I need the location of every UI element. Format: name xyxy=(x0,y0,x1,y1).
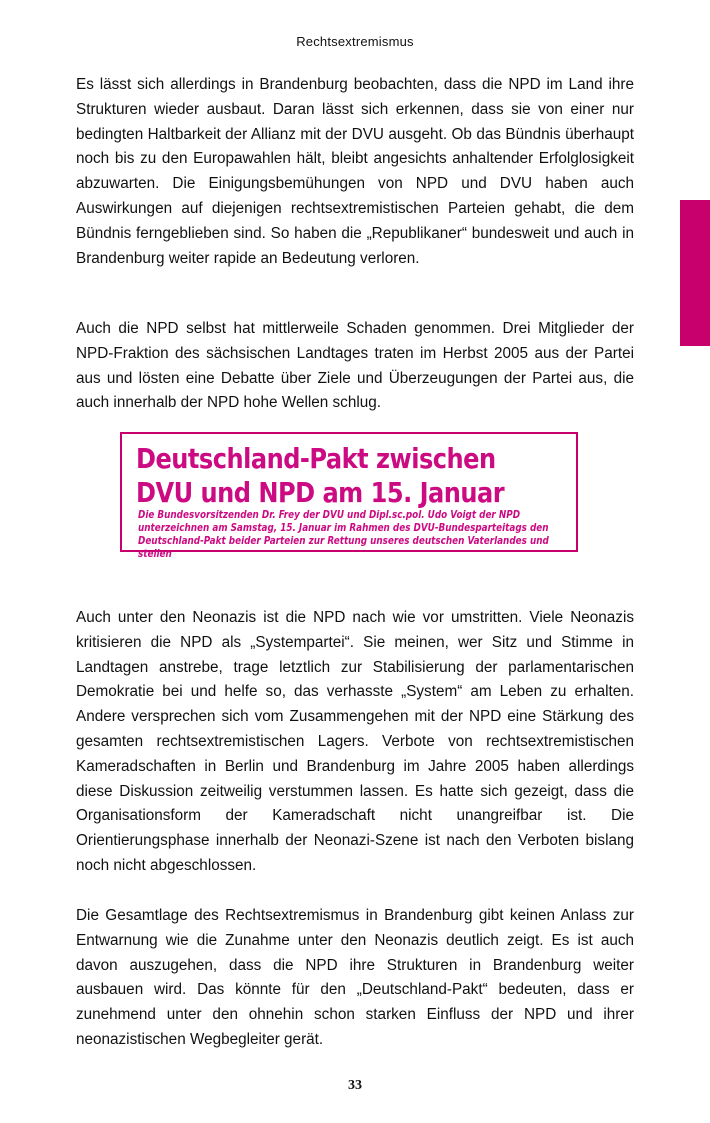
paragraph-overall-situation: Die Gesamtlage des Rechtsextremismus in Brandenburg gibt keinen Anlass zur Entwarnung wie die Zunahme unter den Neonazis deutlich zeigt. Es ist auch davon auszugehen, dass die NPD ihre Strukturen in Brandenburg weiter ausbauen wird. Das könnte für den „Deutschland-Pakt“ bedeuten, dass er zunehmend unter den ohnehin schon starken Einfluss der NPD und ihrer neonazistischen Wegbegleiter gerät. xyxy=(76,907,634,1048)
chapter-marker-tab xyxy=(680,200,710,346)
clipping-headline xyxy=(136,442,514,510)
clipping-headline-line-2: DVU und NPD am 15. Januar xyxy=(136,476,505,509)
paragraph-neonazis: Auch unter den Neonazis ist die NPD nach wie vor umstritten. Viele Neonazis kritisieren die NPD als „Systempartei“. Sie meinen, wer Sitz und Stimme in Landtagen anstrebe, trage letztlich zur Stabilisierung der parlamentarischen Demokratie bei und helfe so, das verhasste „System“ am Leben zu erhalten. Andere versprechen sich vom Zusammengehen mit der NPD eine Stärkung des gesamten rechtsextremistischen Lagers. Verbote von rechtsextremistischen Kameradschaften in Berlin und Brandenburg im Jahre 2005 haben allerdings diese Diskussion zeitweilig verstummen lassen. Es hatte sich gezeigt, dass die Organisationsform der Kameradschaft nicht unangreifbar ist. Die Orientierungsphase innerhalb der Neonazi-Szene ist nach den Verboten bislang noch nicht abgeschlossen. xyxy=(76,609,634,874)
page-number: 33 xyxy=(348,1078,362,1093)
paragraph-npd-structures: Es lässt sich allerdings in Brandenburg beobachten, dass die NPD im Land ihre Strukturen wieder ausbaut. Daran lässt sich erkennen, dass sie von einer nur bedingten Haltbarkeit der Allianz mit der DVU ausgeht. Ob das Bündnis überhaupt noch bis zu den Europawahlen hält, bleibt angesichts anhaltender Erfolglosigkeit abzuwarten. Die Einigungsbemühungen von NPD und DVU haben auch Auswirkungen auf diejenigen rechtsextremistischen Parteien gehabt, die dem Bündnis ferngeblieben sind. So haben die „Republikaner“ bundesweit und auch in Brandenburg weiter rapide an Bedeutung verloren. xyxy=(76,76,634,267)
clipping-body: Die Bundesvorsitzenden Dr. Frey der DVU und Dipl.sc.pol. Udo Voigt der NPD unterzeichnen am Samstag, 15. Januar im Rahmen des DVU-Bundesparteitags den Deutschland-Pakt beider Parteien zur Rettung unseres deutschen Vaterlandes und stellen xyxy=(138,509,549,560)
newspaper-clipping xyxy=(120,432,578,560)
running-header: Rechtsextremismus xyxy=(296,34,414,49)
clipping-headline-line-1: Deutschland-Pakt zwischen xyxy=(136,442,496,475)
paragraph-npd-damage: Auch die NPD selbst hat mittlerweile Schaden genommen. Drei Mitglieder der NPD-Fraktion des sächsischen Landtages traten im Herbst 2005 aus der Partei aus und lösten eine Debatte über Ziele und Überzeugungen der Partei aus, die auch innerhalb der NPD hohe Wellen schlug. xyxy=(76,320,634,412)
